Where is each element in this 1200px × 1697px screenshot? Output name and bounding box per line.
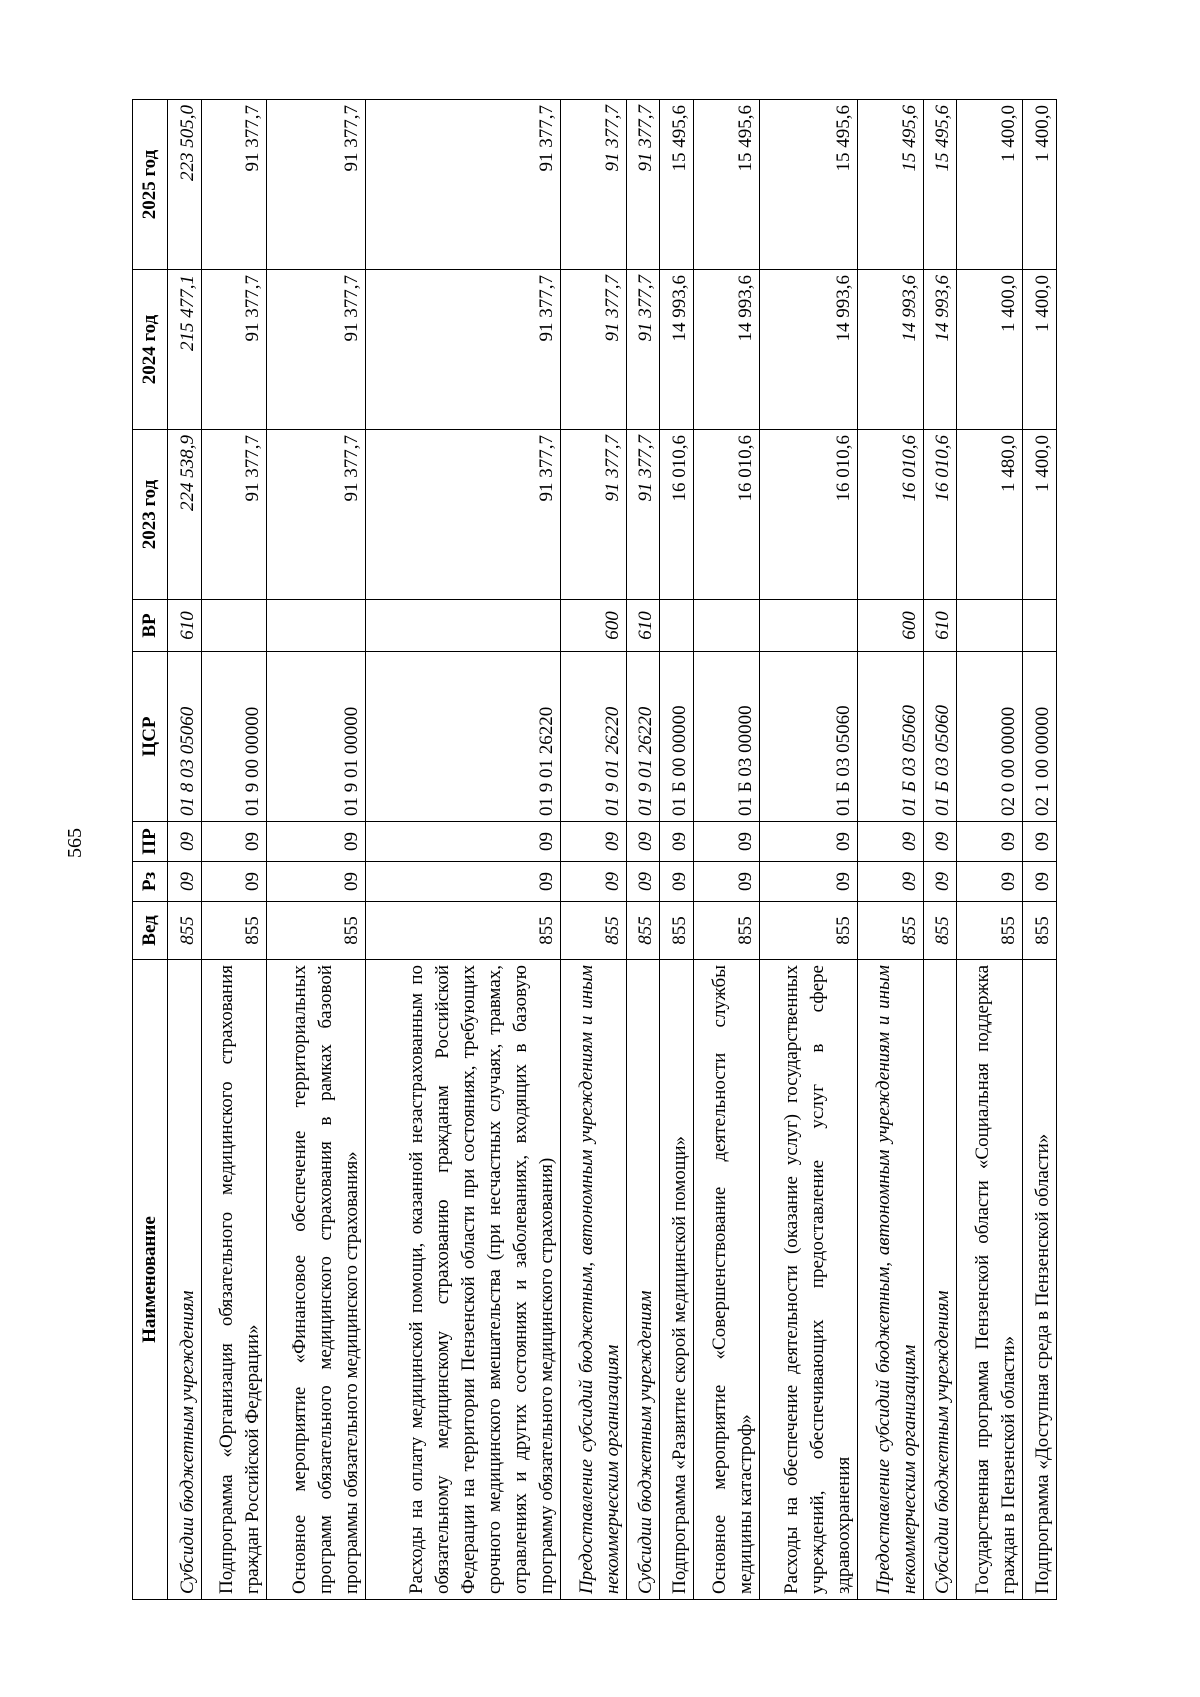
header-ved: Вед bbox=[133, 902, 168, 960]
table-header-row bbox=[133, 100, 168, 1600]
cell-vr bbox=[1023, 600, 1057, 652]
table-row bbox=[201, 100, 267, 1600]
table-rotation-frame bbox=[132, 100, 1057, 1600]
cell-2024: 91 377,7 bbox=[560, 270, 626, 430]
cell-csr: 01 9 01 26220 bbox=[365, 652, 560, 822]
cell-2025: 15 495,6 bbox=[759, 100, 857, 270]
header-name: Наименование bbox=[133, 960, 168, 1600]
cell-ved: 855 bbox=[1023, 902, 1057, 960]
cell-2025: 15 495,6 bbox=[923, 100, 957, 270]
cell-ved: 855 bbox=[693, 902, 759, 960]
cell-pr: 09 bbox=[858, 822, 924, 862]
cell-rz: 09 bbox=[201, 862, 267, 902]
table-row bbox=[923, 100, 957, 1600]
cell-name: Расходы на оплату медицинской помощи, оказанной незастрахованным по обязательному медицинскому страхованию гражданам Российской Федерации на территории Пензенской области при состояниях, требующих срочного медицинского вмешательства (при несчастных случаях, травмах, отравлениях и других состояниях и заболеваниях, входящих в базовую программу обязательного медицинского страхования) bbox=[365, 960, 560, 1600]
header-rz: Рз bbox=[133, 862, 168, 902]
cell-2023: 91 377,7 bbox=[560, 430, 626, 600]
cell-csr: 02 0 00 00000 bbox=[957, 652, 1023, 822]
cell-rz: 09 bbox=[1023, 862, 1057, 902]
cell-name: Предоставление субсидий бюджетным, автономным учреждениям и иным некоммерческим организациям bbox=[858, 960, 924, 1600]
table-row bbox=[1023, 100, 1057, 1600]
cell-rz: 09 bbox=[626, 862, 660, 902]
cell-vr: 600 bbox=[560, 600, 626, 652]
cell-vr: 610 bbox=[923, 600, 957, 652]
table-row bbox=[759, 100, 857, 1600]
cell-2025: 1 400,0 bbox=[1023, 100, 1057, 270]
table-row bbox=[168, 100, 202, 1600]
cell-2024: 14 993,6 bbox=[858, 270, 924, 430]
cell-pr: 09 bbox=[201, 822, 267, 862]
page-number: 565 bbox=[64, 828, 86, 858]
cell-name: Основное мероприятие «Совершенствование деятельности службы медицины катастроф» bbox=[693, 960, 759, 1600]
cell-pr: 09 bbox=[560, 822, 626, 862]
cell-ved: 855 bbox=[923, 902, 957, 960]
cell-2023: 91 377,7 bbox=[201, 430, 267, 600]
cell-2023: 1 480,0 bbox=[957, 430, 1023, 600]
cell-2025: 15 495,6 bbox=[693, 100, 759, 270]
header-2023: 2023 год bbox=[133, 430, 168, 600]
cell-2024: 91 377,7 bbox=[201, 270, 267, 430]
header-pr: ПР bbox=[133, 822, 168, 862]
cell-pr: 09 bbox=[693, 822, 759, 862]
cell-2025: 223 505,0 bbox=[168, 100, 202, 270]
cell-2024: 14 993,6 bbox=[923, 270, 957, 430]
cell-csr: 01 Б 03 05060 bbox=[858, 652, 924, 822]
cell-2023: 16 010,6 bbox=[858, 430, 924, 600]
header-vr: ВР bbox=[133, 600, 168, 652]
cell-name: Основное мероприятие «Финансовое обеспечение территориальных программ обязательного медицинского страхования в рамках базовой программы обязательного медицинского страхования» bbox=[267, 960, 365, 1600]
cell-csr: 02 1 00 00000 bbox=[1023, 652, 1057, 822]
cell-ved: 855 bbox=[168, 902, 202, 960]
cell-2023: 16 010,6 bbox=[693, 430, 759, 600]
rotated-table-container bbox=[132, 100, 1057, 1600]
cell-csr: 01 Б 03 00000 bbox=[693, 652, 759, 822]
cell-rz: 09 bbox=[693, 862, 759, 902]
cell-rz: 09 bbox=[660, 862, 694, 902]
cell-pr: 09 bbox=[267, 822, 365, 862]
cell-rz: 09 bbox=[168, 862, 202, 902]
cell-csr: 01 Б 03 05060 bbox=[759, 652, 857, 822]
cell-pr: 09 bbox=[168, 822, 202, 862]
cell-vr bbox=[693, 600, 759, 652]
cell-name: Государственная программа Пензенской области «Социальная поддержка граждан в Пензенской области» bbox=[957, 960, 1023, 1600]
table-row bbox=[858, 100, 924, 1600]
cell-pr: 09 bbox=[660, 822, 694, 862]
cell-vr bbox=[957, 600, 1023, 652]
cell-ved: 855 bbox=[660, 902, 694, 960]
cell-2025: 15 495,6 bbox=[858, 100, 924, 270]
cell-pr: 09 bbox=[759, 822, 857, 862]
cell-2024: 91 377,7 bbox=[267, 270, 365, 430]
cell-vr bbox=[267, 600, 365, 652]
cell-name: Подпрограмма «Доступная среда в Пензенской области» bbox=[1023, 960, 1057, 1600]
cell-csr: 01 8 03 05060 bbox=[168, 652, 202, 822]
cell-rz: 09 bbox=[560, 862, 626, 902]
cell-csr: 01 Б 00 00000 bbox=[660, 652, 694, 822]
cell-vr bbox=[759, 600, 857, 652]
cell-2025: 91 377,7 bbox=[560, 100, 626, 270]
cell-name: Расходы на обеспечение деятельности (оказание услуг) государственных учреждений, обеспечивающих предоставление услуг в сфере здравоохранения bbox=[759, 960, 857, 1600]
cell-2023: 16 010,6 bbox=[759, 430, 857, 600]
cell-name: Подпрограмма «Организация обязательного медицинского страхования граждан Российской Федерации» bbox=[201, 960, 267, 1600]
cell-2025: 91 377,7 bbox=[365, 100, 560, 270]
cell-csr: 01 9 01 26220 bbox=[560, 652, 626, 822]
cell-2024: 91 377,7 bbox=[365, 270, 560, 430]
cell-2023: 16 010,6 bbox=[660, 430, 694, 600]
cell-2025: 1 400,0 bbox=[957, 100, 1023, 270]
cell-rz: 09 bbox=[957, 862, 1023, 902]
cell-csr: 01 Б 03 05060 bbox=[923, 652, 957, 822]
table-row bbox=[560, 100, 626, 1600]
cell-2025: 91 377,7 bbox=[626, 100, 660, 270]
table-row bbox=[693, 100, 759, 1600]
cell-2025: 91 377,7 bbox=[267, 100, 365, 270]
cell-2023: 16 010,6 bbox=[923, 430, 957, 600]
cell-2025: 91 377,7 bbox=[201, 100, 267, 270]
cell-ved: 855 bbox=[957, 902, 1023, 960]
cell-ved: 855 bbox=[201, 902, 267, 960]
cell-csr: 01 9 01 00000 bbox=[267, 652, 365, 822]
cell-2025: 15 495,6 bbox=[660, 100, 694, 270]
cell-name: Субсидии бюджетным учреждениям bbox=[168, 960, 202, 1600]
cell-ved: 855 bbox=[858, 902, 924, 960]
header-csr: ЦСР bbox=[133, 652, 168, 822]
table-row bbox=[365, 100, 560, 1600]
table-row bbox=[626, 100, 660, 1600]
cell-ved: 855 bbox=[759, 902, 857, 960]
table-row bbox=[660, 100, 694, 1600]
cell-2024: 14 993,6 bbox=[759, 270, 857, 430]
cell-2024: 14 993,6 bbox=[660, 270, 694, 430]
cell-vr: 610 bbox=[168, 600, 202, 652]
cell-2024: 215 477,1 bbox=[168, 270, 202, 430]
cell-name: Предоставление субсидий бюджетным, автономным учреждениям и иным некоммерческим организациям bbox=[560, 960, 626, 1600]
cell-rz: 09 bbox=[759, 862, 857, 902]
cell-csr: 01 9 00 00000 bbox=[201, 652, 267, 822]
cell-2023: 91 377,7 bbox=[626, 430, 660, 600]
cell-name: Субсидии бюджетным учреждениям bbox=[626, 960, 660, 1600]
cell-rz: 09 bbox=[923, 862, 957, 902]
cell-rz: 09 bbox=[365, 862, 560, 902]
cell-2023: 91 377,7 bbox=[365, 430, 560, 600]
cell-2023: 224 538,9 bbox=[168, 430, 202, 600]
cell-pr: 09 bbox=[365, 822, 560, 862]
cell-pr: 09 bbox=[957, 822, 1023, 862]
cell-csr: 01 9 01 26220 bbox=[626, 652, 660, 822]
cell-name: Субсидии бюджетным учреждениям bbox=[923, 960, 957, 1600]
cell-2024: 1 400,0 bbox=[1023, 270, 1057, 430]
cell-vr bbox=[660, 600, 694, 652]
cell-pr: 09 bbox=[626, 822, 660, 862]
cell-2024: 1 400,0 bbox=[957, 270, 1023, 430]
cell-2024: 14 993,6 bbox=[693, 270, 759, 430]
cell-vr: 610 bbox=[626, 600, 660, 652]
table-row bbox=[957, 100, 1023, 1600]
header-2024: 2024 год bbox=[133, 270, 168, 430]
cell-pr: 09 bbox=[923, 822, 957, 862]
cell-rz: 09 bbox=[267, 862, 365, 902]
budget-table bbox=[132, 99, 1057, 1600]
cell-vr bbox=[201, 600, 267, 652]
cell-pr: 09 bbox=[1023, 822, 1057, 862]
cell-rz: 09 bbox=[858, 862, 924, 902]
cell-2024: 91 377,7 bbox=[626, 270, 660, 430]
cell-ved: 855 bbox=[560, 902, 626, 960]
header-2025: 2025 год bbox=[133, 100, 168, 270]
table-body bbox=[168, 100, 1057, 1600]
cell-ved: 855 bbox=[626, 902, 660, 960]
cell-vr: 600 bbox=[858, 600, 924, 652]
cell-2023: 91 377,7 bbox=[267, 430, 365, 600]
cell-name: Подпрограмма «Развитие скорой медицинской помощи» bbox=[660, 960, 694, 1600]
cell-2023: 1 400,0 bbox=[1023, 430, 1057, 600]
cell-ved: 855 bbox=[365, 902, 560, 960]
cell-ved: 855 bbox=[267, 902, 365, 960]
table-row bbox=[267, 100, 365, 1600]
cell-vr bbox=[365, 600, 560, 652]
